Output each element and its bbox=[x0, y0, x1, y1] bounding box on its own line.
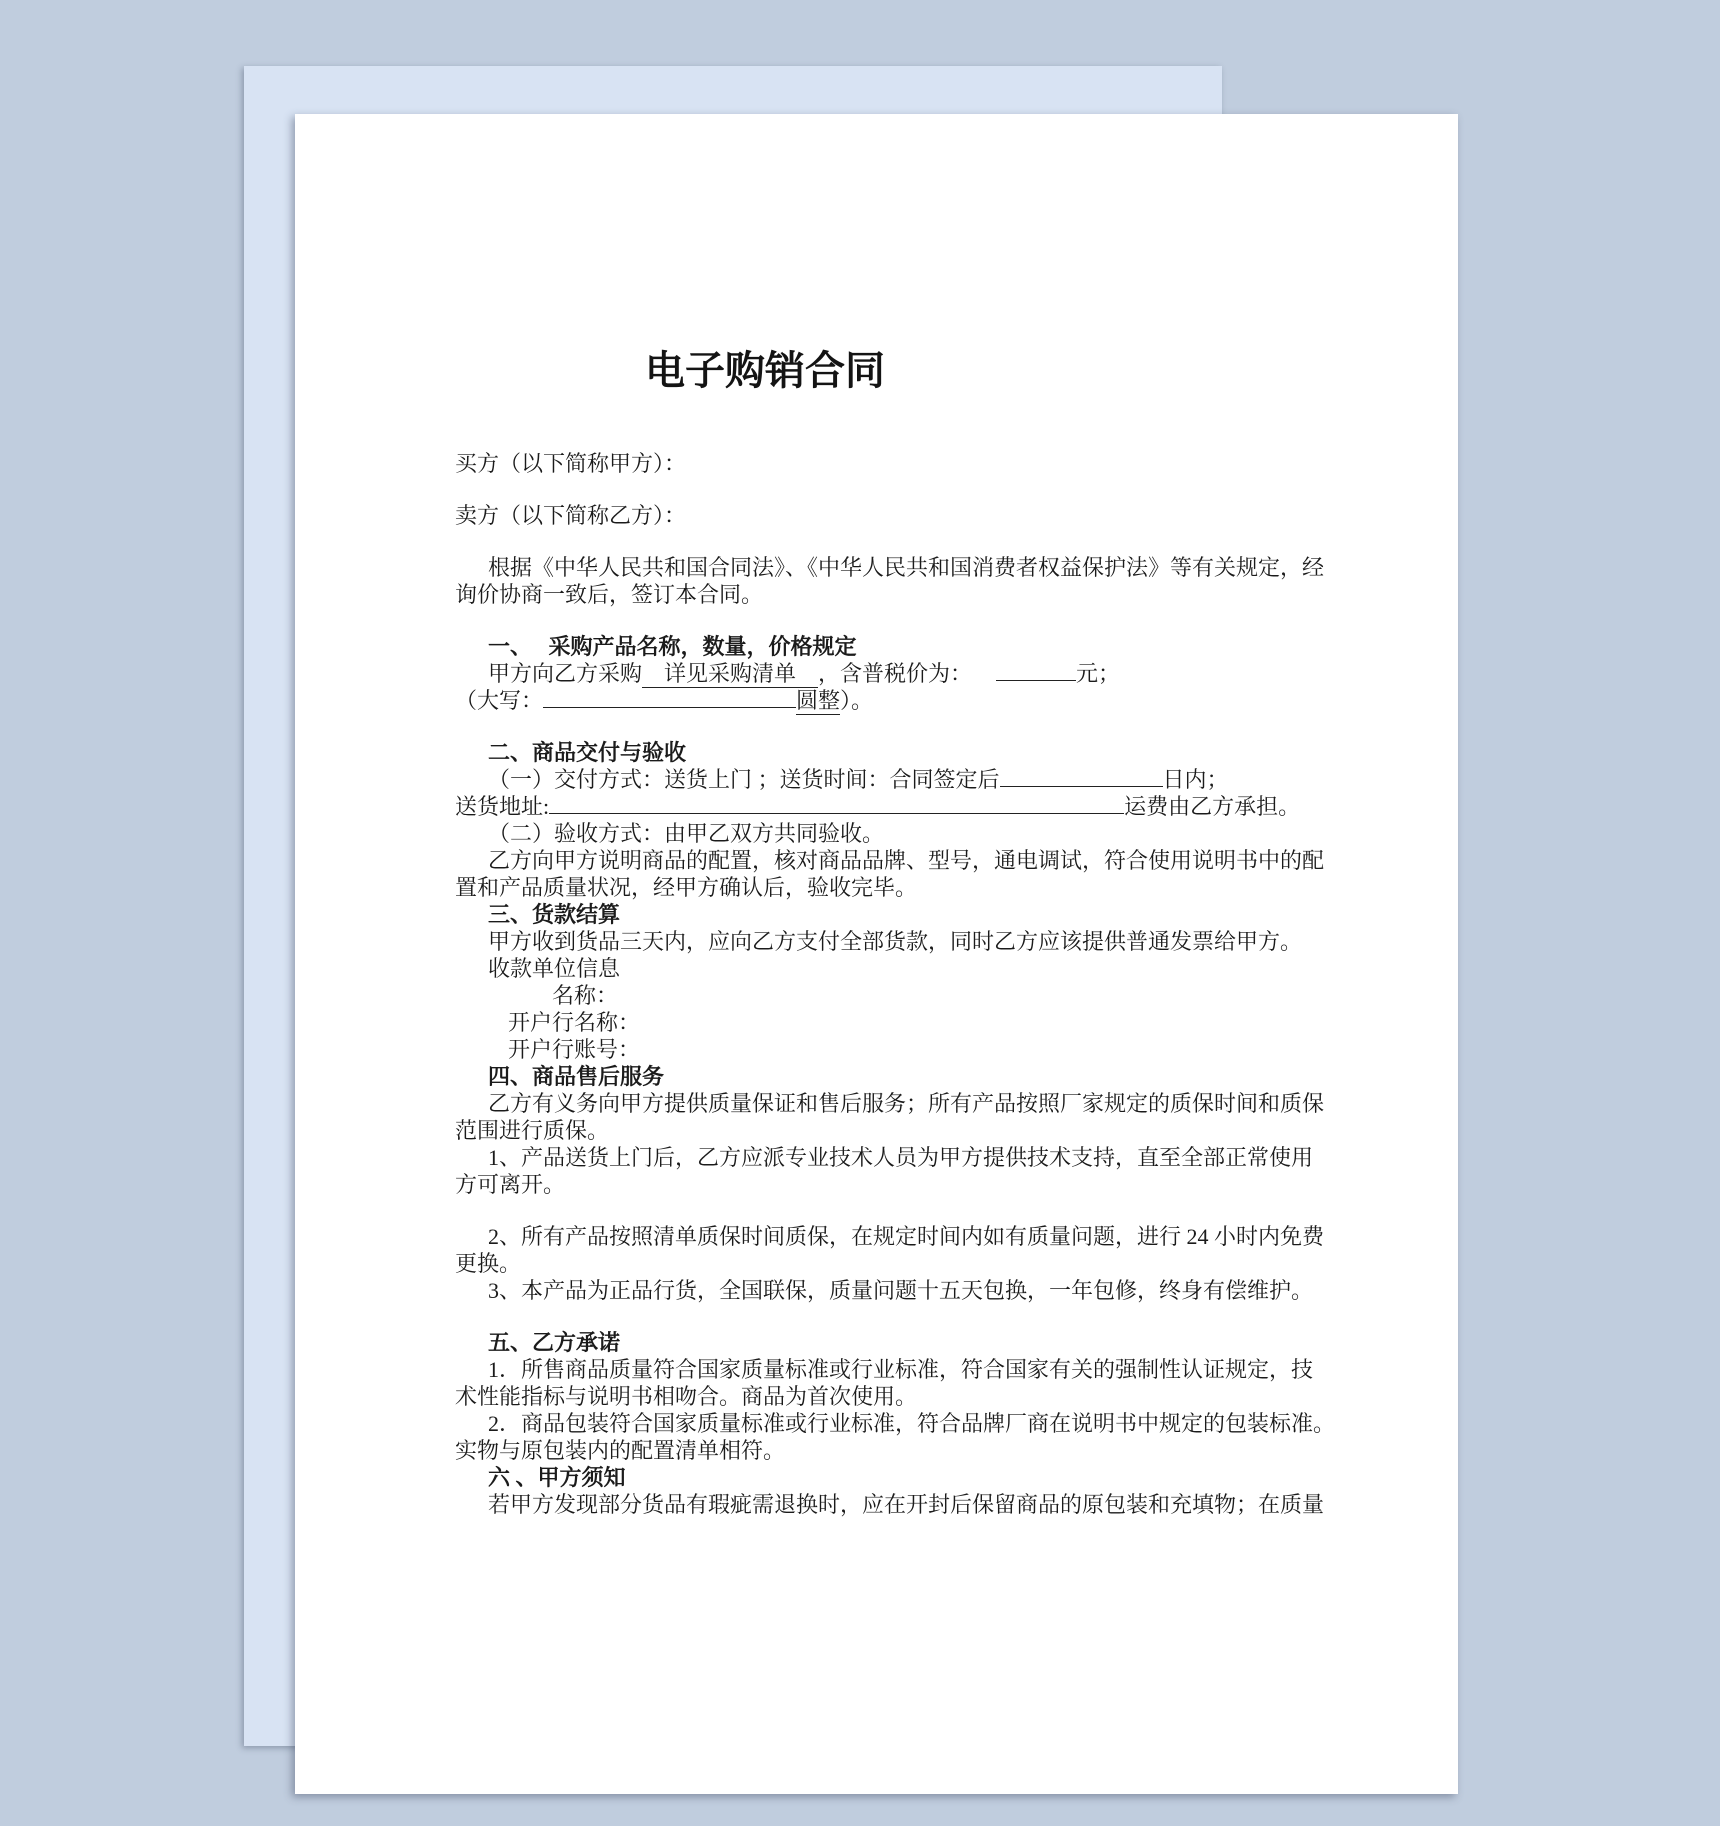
text-run: 若甲方发现部分货品有瑕疵需退换时，应在开封后保留商品的原包装和充填物；在质量 bbox=[488, 1492, 1325, 1517]
text-run: 二、商品交付与验收 bbox=[488, 740, 687, 765]
section-1-heading bbox=[455, 633, 1355, 660]
section-1-line-1 bbox=[455, 660, 1355, 687]
document-body bbox=[455, 450, 1355, 1518]
text-run: （二）验收方式：由甲乙双方共同验收。 bbox=[488, 821, 885, 846]
text-run: 1．所售商品质量符合国家质量标准或行业标准，符合国家有关的强制性认证规定，技 bbox=[488, 1357, 1314, 1382]
text-run: 2．商品包装符合国家质量标准或行业标准，符合品牌厂商在说明书中规定的包装标准。 bbox=[488, 1411, 1336, 1436]
section-5-line-3 bbox=[455, 1410, 1355, 1437]
payee-name-label bbox=[455, 982, 1355, 1009]
text-run: 更换。 bbox=[455, 1251, 522, 1276]
section-3-heading bbox=[455, 901, 1355, 928]
text-run: 送货地址: bbox=[455, 794, 550, 819]
text-run: 五、乙方承诺 bbox=[488, 1330, 621, 1355]
text-run: 一、 采购产品名称，数量，价格规定 bbox=[488, 634, 857, 659]
section-5-line-2 bbox=[455, 1383, 1355, 1410]
text-run: 收款单位信息 bbox=[488, 956, 621, 981]
text-run: 名称： bbox=[552, 983, 619, 1008]
section-3-line-1 bbox=[455, 928, 1355, 955]
section-4-line-5 bbox=[455, 1223, 1355, 1250]
intro-line-1 bbox=[455, 554, 1355, 581]
section-4-line-7 bbox=[455, 1277, 1355, 1304]
contract-page bbox=[295, 114, 1458, 1794]
section-2-line-3 bbox=[455, 820, 1355, 847]
bank-name-label bbox=[455, 1009, 1355, 1036]
section-4-line-6 bbox=[455, 1250, 1355, 1277]
text-run: 乙方有义务向甲方提供质量保证和售后服务；所有产品按照厂家规定的质保时间和质保 bbox=[488, 1091, 1325, 1116]
text-run: 开户行账号： bbox=[508, 1037, 641, 1062]
fill-in-blank bbox=[543, 687, 796, 708]
underlined-text: 详见采购清单 bbox=[642, 661, 819, 686]
section-4-line-2 bbox=[455, 1117, 1355, 1144]
section-2-line-4 bbox=[455, 847, 1355, 874]
text-run: 运费由乙方承担。 bbox=[1124, 794, 1301, 819]
section-6-line-1 bbox=[455, 1491, 1355, 1518]
buyer-line bbox=[455, 450, 1355, 477]
text-run: 元； bbox=[1076, 661, 1121, 686]
text-run: （一）交付方式：送货上门 ；送货时间：合同签定后 bbox=[488, 767, 1000, 792]
underlined-text: 圆整 bbox=[796, 688, 841, 713]
bank-account-label bbox=[455, 1036, 1355, 1063]
section-5-line-1 bbox=[455, 1356, 1355, 1383]
section-4-line-4 bbox=[455, 1171, 1355, 1198]
text-run: ）。 bbox=[840, 688, 874, 713]
text-run: 方可离开。 bbox=[455, 1172, 566, 1197]
text-run: 卖方（以下简称乙方）： bbox=[455, 503, 687, 528]
text-run: ，含普税价为： bbox=[818, 661, 973, 686]
fill-in-blank bbox=[549, 793, 1124, 814]
text-run: 四、商品售后服务 bbox=[488, 1064, 665, 1089]
text-run: 术性能指标与说明书相吻合。商品为首次使用。 bbox=[455, 1384, 918, 1409]
intro-line-2 bbox=[455, 581, 1355, 608]
text-run: 买方（以下简称甲方）： bbox=[455, 451, 687, 476]
text-run: （大写： bbox=[455, 688, 544, 713]
section-5-line-4 bbox=[455, 1437, 1355, 1464]
section-2-line-1 bbox=[455, 766, 1355, 793]
text-run: 置和产品质量状况，经甲方确认后，验收完毕。 bbox=[455, 875, 918, 900]
text-run: 范围进行质保。 bbox=[455, 1118, 610, 1143]
section-3-line-2 bbox=[455, 955, 1355, 982]
section-2-line-2 bbox=[455, 793, 1355, 820]
text-run: 三、货款结算 bbox=[488, 902, 621, 927]
spacer bbox=[972, 680, 996, 681]
text-run: 日内； bbox=[1162, 767, 1229, 792]
text-run: 六 、甲方须知 bbox=[488, 1465, 626, 1490]
text-run: 2、所有产品按照清单质保时间质保，在规定时间内如有质量问题，进行 24 小时内免费 bbox=[488, 1224, 1325, 1249]
text-run: 甲方向乙方采购 bbox=[488, 661, 643, 686]
text-run: 3、本产品为正品行货，全国联保，质量问题十五天包换，一年包修，终身有偿维护。 bbox=[488, 1278, 1314, 1303]
section-4-line-3 bbox=[455, 1144, 1355, 1171]
section-2-heading bbox=[455, 739, 1355, 766]
section-6-heading bbox=[455, 1464, 1355, 1491]
text-run: 开户行名称： bbox=[508, 1010, 641, 1035]
document-content bbox=[455, 114, 1355, 1518]
section-1-line-2 bbox=[455, 687, 1355, 714]
section-5-heading bbox=[455, 1329, 1355, 1356]
document-title: 电子购销合同 bbox=[645, 348, 885, 393]
section-2-line-5 bbox=[455, 874, 1355, 901]
section-4-line-1 bbox=[455, 1090, 1355, 1117]
text-run: 询价协商一致后，签订本合同。 bbox=[455, 582, 764, 607]
text-run: 根据《中华人民共和国合同法》、《中华人民共和国消费者权益保护法》等有关规定，经 bbox=[488, 555, 1325, 580]
fill-in-blank bbox=[1000, 766, 1163, 787]
text-run: 实物与原包装内的配置清单相符。 bbox=[455, 1438, 786, 1463]
fill-in-blank bbox=[996, 660, 1076, 681]
text-run: 乙方向甲方说明商品的配置，核对商品品牌、型号，通电调试，符合使用说明书中的配 bbox=[488, 848, 1325, 873]
section-4-heading bbox=[455, 1063, 1355, 1090]
text-run: 甲方收到货品三天内，应向乙方支付全部货款，同时乙方应该提供普通发票给甲方。 bbox=[488, 929, 1303, 954]
text-run: 1、产品送货上门后，乙方应派专业技术人员为甲方提供技术支持，直至全部正常使用 bbox=[488, 1145, 1314, 1170]
seller-line bbox=[455, 502, 1355, 529]
